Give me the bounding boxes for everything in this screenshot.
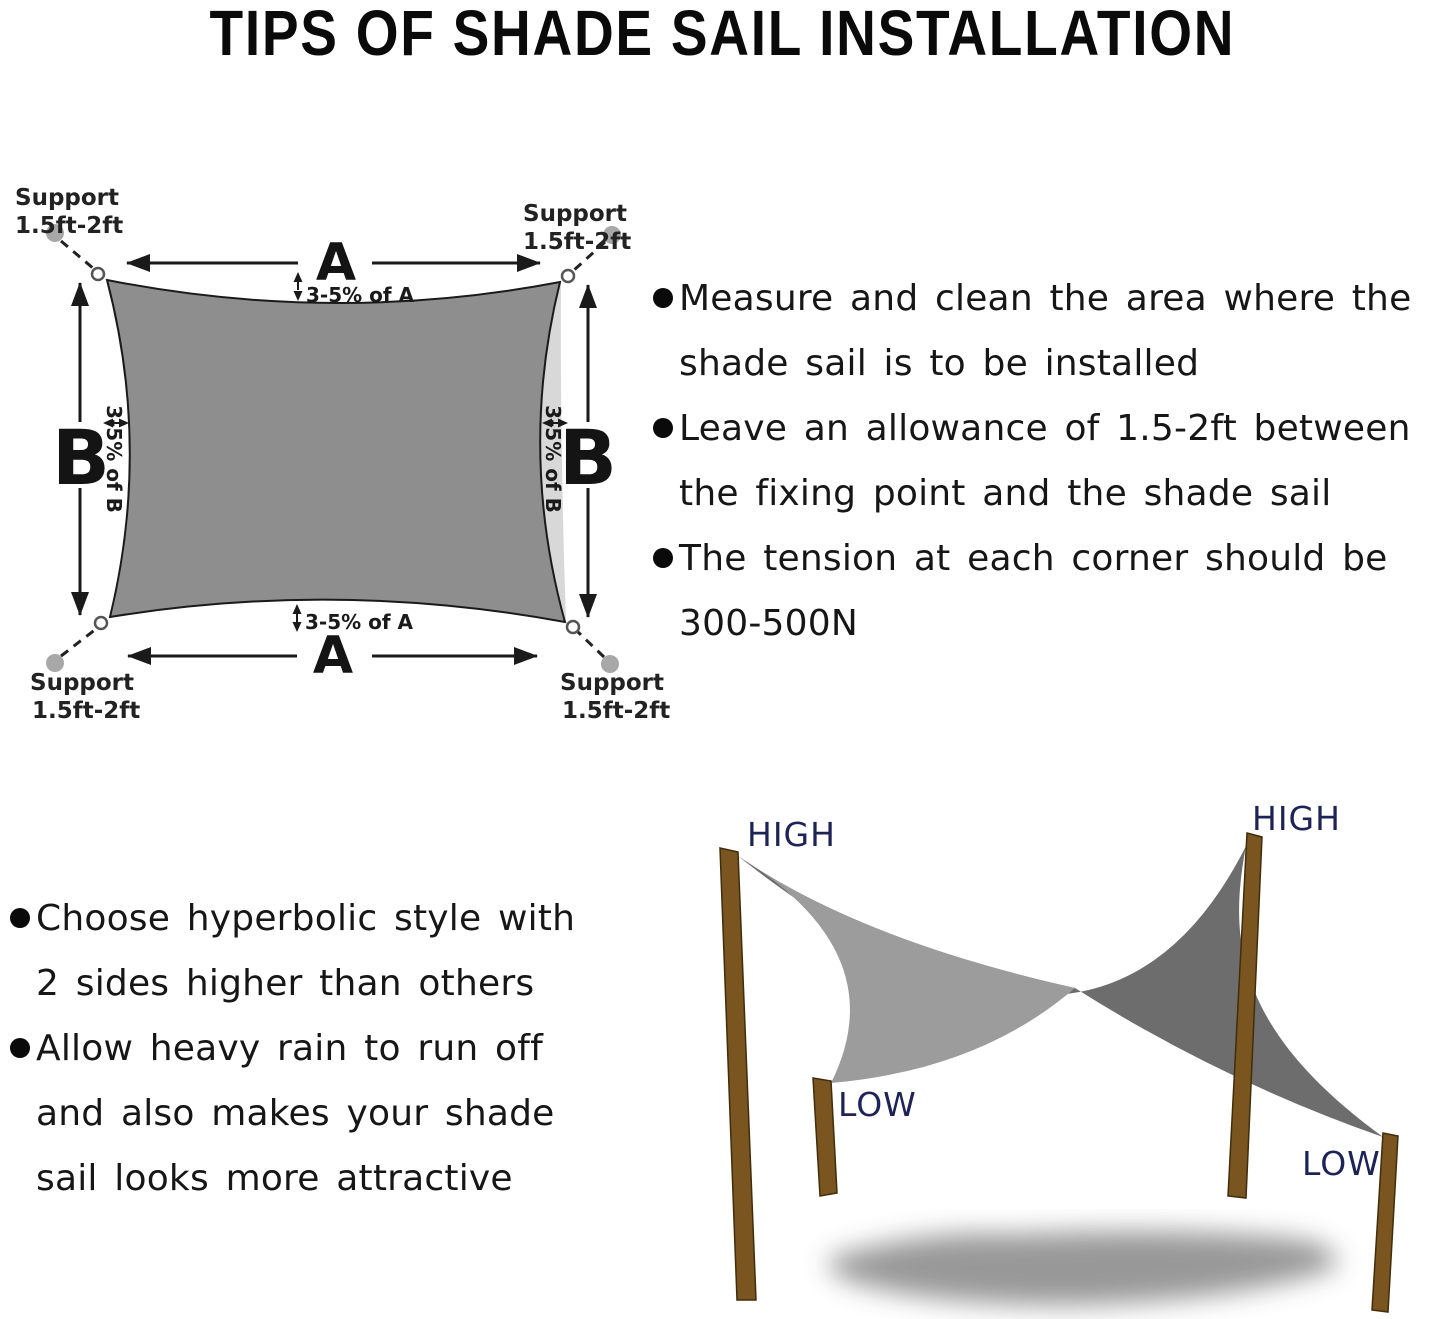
page-title-text: TIPS OF SHADE SAIL INSTALLATION bbox=[209, 0, 1236, 69]
support-tie-line bbox=[61, 629, 96, 656]
support-label-br: Support bbox=[560, 670, 665, 696]
low-label-right: LOW bbox=[1302, 1144, 1381, 1183]
dim-b-label-right: B bbox=[559, 413, 617, 502]
list-item-continuation bbox=[10, 1146, 575, 1211]
tip-text: 2 sides higher than others bbox=[36, 963, 535, 1004]
dim-a-label-bottom: A bbox=[312, 626, 354, 686]
tip-text: sail looks more attractive bbox=[36, 1158, 513, 1199]
page-title bbox=[0, 0, 1445, 70]
dim-a-label-top: A bbox=[315, 233, 357, 293]
corner-ring-icon bbox=[95, 617, 107, 629]
tip-text: shade sail is to be installed bbox=[679, 343, 1200, 384]
sag-a-label-bottom: 3-5% of A bbox=[305, 610, 414, 634]
tip-text: 300-500N bbox=[679, 603, 858, 644]
low-label-left: LOW bbox=[838, 1085, 917, 1124]
corner-ring-icon bbox=[92, 268, 104, 280]
tip-text: Measure and clean the area where the bbox=[679, 278, 1412, 319]
support-dist-tl: 1.5ft-2ft bbox=[15, 213, 124, 239]
corner-ring-icon bbox=[567, 621, 579, 633]
sag-b-label-left: 3-5% of B bbox=[102, 405, 126, 513]
high-label-right: HIGH bbox=[1252, 799, 1341, 838]
support-label-tr: Support bbox=[523, 201, 628, 227]
corner-ring-icon bbox=[562, 270, 574, 282]
tip-text: Leave an allowance of 1.5-2ft between bbox=[679, 408, 1411, 449]
support-dist-tr: 1.5ft-2ft bbox=[523, 229, 632, 255]
tip-text: and also makes your shade bbox=[36, 1093, 555, 1134]
tip-text: The tension at each corner should be bbox=[679, 538, 1388, 579]
list-item bbox=[10, 886, 575, 951]
sail-light-panel bbox=[738, 856, 1075, 1083]
support-label-tl: Support bbox=[15, 185, 120, 211]
list-item bbox=[653, 266, 1411, 331]
bullet-icon bbox=[653, 548, 673, 568]
tip-text: Choose hyperbolic style with bbox=[36, 898, 576, 939]
shade-sail-measurement-diagram bbox=[0, 170, 680, 750]
list-item bbox=[653, 396, 1411, 461]
list-item bbox=[653, 526, 1411, 591]
support-dist-br: 1.5ft-2ft bbox=[562, 698, 671, 724]
dim-b-label-left: B bbox=[52, 413, 110, 502]
bullet-icon bbox=[653, 418, 673, 438]
bullet-icon bbox=[10, 1038, 30, 1058]
post-low-left bbox=[813, 1078, 837, 1196]
high-label-left: HIGH bbox=[747, 815, 836, 854]
list-item-continuation bbox=[10, 951, 575, 1016]
style-tips-list bbox=[10, 886, 575, 1211]
installation-tips-list bbox=[653, 266, 1411, 656]
tip-text: Allow heavy rain to run off bbox=[36, 1028, 543, 1069]
list-item-continuation bbox=[653, 331, 1411, 396]
hyperbolic-sail-illustration bbox=[680, 780, 1445, 1319]
post-high-left bbox=[720, 848, 756, 1300]
shade-sail-shape bbox=[107, 280, 565, 622]
bullet-icon bbox=[10, 908, 30, 928]
list-item-continuation bbox=[653, 591, 1411, 656]
list-item bbox=[10, 1016, 575, 1081]
sag-a-label-top: 3-5% of A bbox=[306, 283, 415, 307]
list-item-continuation bbox=[10, 1081, 575, 1146]
support-tie-line bbox=[61, 241, 94, 269]
list-item-continuation bbox=[653, 461, 1411, 526]
support-label-bl: Support bbox=[30, 670, 135, 696]
support-dist-bl: 1.5ft-2ft bbox=[32, 698, 141, 724]
sag-b-label-right: 3-5% of B bbox=[541, 405, 565, 513]
sail-ground-shadow bbox=[829, 1231, 1337, 1305]
support-tie-line bbox=[578, 632, 604, 657]
tip-text: the fixing point and the shade sail bbox=[679, 473, 1332, 514]
bullet-icon bbox=[653, 288, 673, 308]
